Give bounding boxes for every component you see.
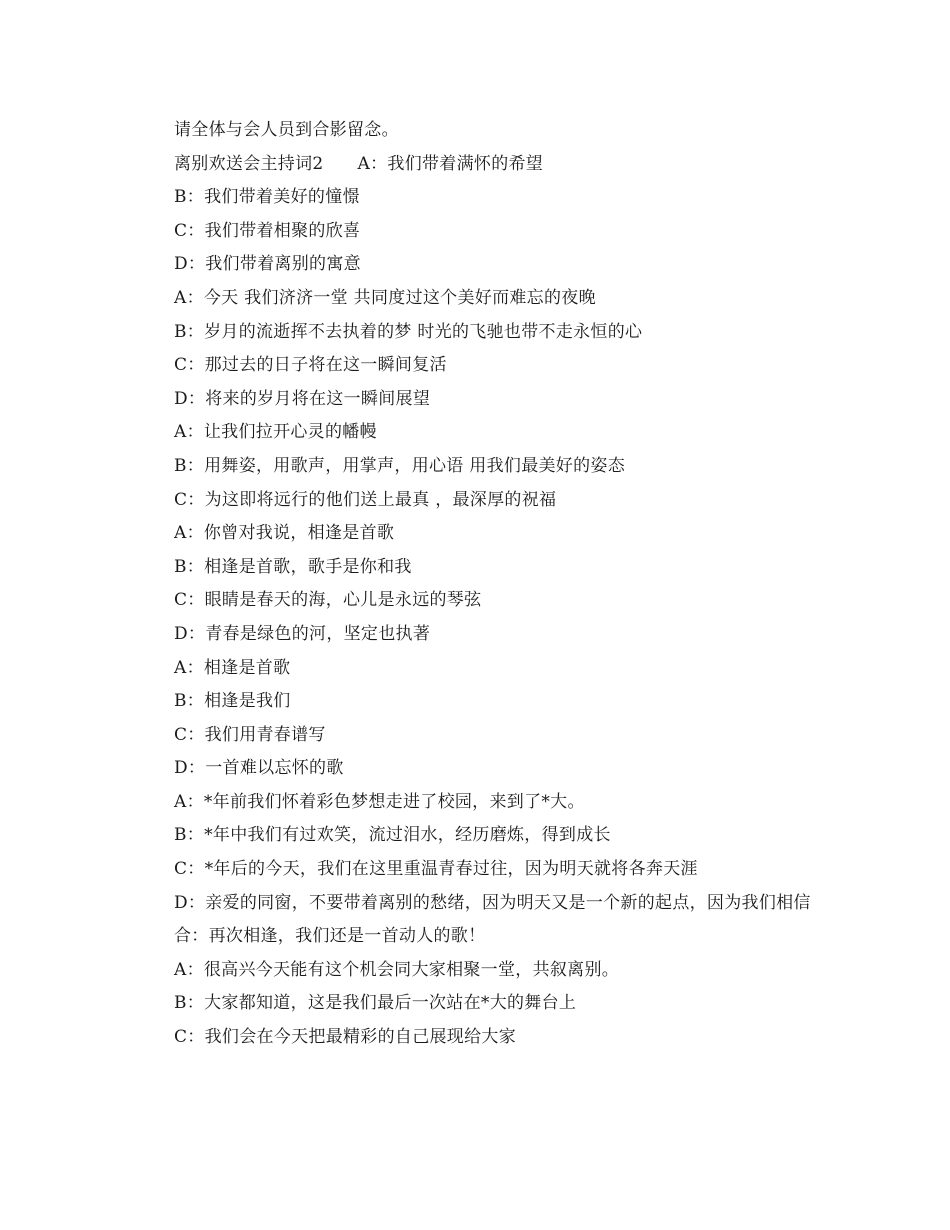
paragraph: B：用舞姿，用歌声，用掌声，用心语 用我们最美好的姿态	[174, 455, 625, 476]
paragraph: B：相逢是我们	[174, 691, 291, 712]
paragraph: C：眼睛是春天的海，心儿是永远的琴弦	[174, 590, 482, 611]
paragraph: C：为这即将远行的他们送上最真 ，最深厚的祝福	[174, 489, 557, 510]
paragraph: A：今天 我们济济一堂 共同度过这个美好而难忘的夜晚	[174, 287, 596, 308]
paragraph: C：我们带着相聚的欣喜	[174, 220, 361, 241]
paragraph: D：将来的岁月将在这一瞬间展望	[174, 388, 431, 409]
paragraph: A：你曾对我说，相逢是首歌	[174, 523, 395, 544]
paragraph-title-line	[138, 148, 818, 182]
paragraph: A：很高兴今天能有这个机会同大家相聚一堂，共叙离别。	[174, 959, 620, 980]
document-body	[138, 114, 818, 1055]
paragraph: D：我们带着离别的寓意	[174, 254, 361, 275]
section-title: 离别欢送会主持词2	[174, 153, 324, 174]
paragraph: C：*年后的今天，我们在这里重温青春过往，因为明天就将各奔天涯	[174, 859, 698, 880]
paragraph: C：我们用青春谱写	[174, 724, 326, 745]
paragraph: C：我们会在今天把最精彩的自己展现给大家	[174, 1027, 517, 1048]
paragraph: 请全体与会人员到合影留念。	[174, 120, 399, 140]
paragraph: 合：再次相逢，我们还是一首动人的歌！	[174, 926, 486, 947]
paragraph: D：青春是绿色的河，坚定也执著	[174, 623, 431, 644]
paragraph: B：*年中我们有过欢笑，流过泪水，经历磨炼，得到成长	[174, 825, 611, 846]
paragraph-inline: A：我们带着满怀的希望	[357, 153, 544, 174]
paragraph: B：相逢是首歌，歌手是你和我	[174, 556, 412, 577]
paragraph: C：那过去的日子将在这一瞬间复活	[174, 355, 447, 376]
paragraph: B：我们带着美好的憧憬	[174, 187, 360, 208]
paragraph: D：一首难以忘怀的歌	[174, 758, 344, 779]
paragraph: B：大家都知道，这是我们最后一次站在*大的舞台上	[174, 993, 577, 1014]
paragraph: A：*年前我们怀着彩色梦想走进了校园，来到了*大。	[174, 791, 585, 812]
paragraph: B：岁月的流逝挥不去执着的梦 时光的飞驰也带不走永恒的心	[174, 321, 643, 342]
paragraph: D：亲爱的同窗，不要带着离别的愁绪，因为明天又是一个新的起点，因为我们相信	[174, 892, 811, 913]
paragraph: A：相逢是首歌	[174, 657, 291, 678]
paragraph: A：让我们拉开心灵的幡幔	[174, 422, 377, 443]
